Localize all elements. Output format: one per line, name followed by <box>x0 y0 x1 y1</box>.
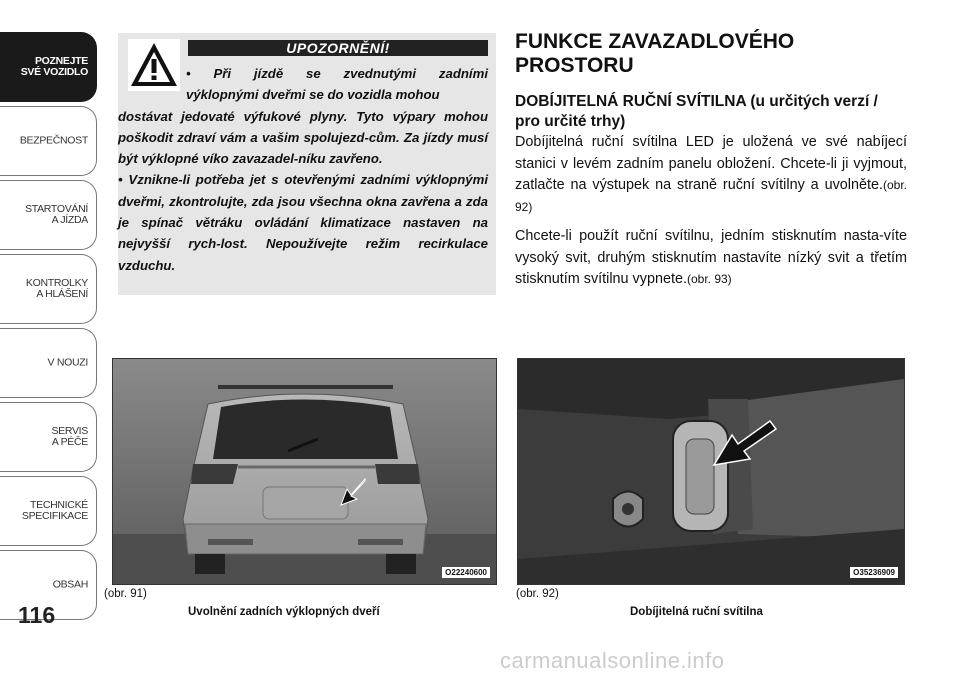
tab-label: TECHNICKÉ SPECIFIKACE <box>21 499 88 522</box>
tab-label: V NOUZI <box>47 356 88 369</box>
flashlight-illustration <box>518 359 904 584</box>
page-number: 116 <box>18 602 56 628</box>
tab-bezpecnost[interactable] <box>0 106 97 176</box>
tab-poznejte-sve-vozidlo[interactable] <box>0 32 97 102</box>
figure-2-ref: (obr. 92) <box>516 588 559 600</box>
figure-code: O35236909 <box>850 567 898 578</box>
warning-bullet1-rest: dostávat jedovaté výfukové plyny. Tyto výpary mohou poškodit zdraví vám a vašim spolujezd-cům. Za jízdy musí být výklopné víko zavazadel-níku zavřeno. <box>118 108 488 167</box>
tab-label: KONTROLKY A HLÁŠENÍ <box>25 277 88 300</box>
figure-liftgate-release <box>112 358 497 585</box>
figure-1-ref: (obr. 91) <box>104 588 147 600</box>
warning-bullet2: • Vznikne-li potřeba jet s otevřenými zadními výklopnými dveřmi, zkontrolujte, zda jsou všechna okna zavřena a zda je spínač větráku ovládání klimatizace nastaven na nejvyšší rych-lost. Nepoužívejte režim recirkulace vzduchu. <box>118 172 488 273</box>
warning-bullet1-line1: • Při jízdě se zvednutými zadními <box>186 66 488 81</box>
tab-label: BEZPEČNOST <box>19 134 88 147</box>
tab-startovani[interactable] <box>0 180 97 250</box>
figure-2-caption: Dobíjitelná ruční svítilna <box>630 606 763 618</box>
section-content <box>515 30 907 291</box>
figure-ref-93[interactable]: (obr. 93) <box>686 272 732 286</box>
warning-text <box>118 63 488 276</box>
warning-heading: UPOZORNĚNÍ! <box>188 40 488 56</box>
warning-bullet1-line2: výklopnými dveřmi se do vozidla mohou <box>186 87 440 103</box>
tab-kontrolky[interactable] <box>0 254 97 324</box>
tab-v-nouzi[interactable] <box>0 328 97 398</box>
chapter-tabs <box>0 0 98 678</box>
figure-1-caption: Uvolnění zadních výklopných dveří <box>188 606 380 618</box>
paragraph-1 <box>515 132 907 218</box>
figure-code: O22240600 <box>442 567 490 578</box>
figure-ref-92[interactable]: (obr. 92) <box>515 178 907 214</box>
paragraph-2-text: Chcete-li použít ruční svítilnu, jedním stisknutím nasta-víte vysoký svit, druhým stisknutím nastavíte nízký svit a třetím stisknutím svítilnu vypnete. <box>515 228 907 287</box>
tab-servis[interactable] <box>0 402 97 472</box>
tab-label: SERVIS A PÉČE <box>51 425 88 448</box>
tab-label: STARTOVÁNÍ A JÍZDA <box>25 203 88 226</box>
paragraph-1-text: Dobíjitelná ruční svítilna LED je uložená ve své nabíjecí stanici v levém zadním panelu obložení. Chcete-li ji vyjmout, zatlačte na výstupek na straně ruční svítilny a uvolněte. <box>515 134 907 193</box>
paragraph-2 <box>515 226 907 291</box>
tab-label: POZNEJTE SVÉ VOZIDLO <box>20 55 88 78</box>
section-title: FUNKCE ZAVAZADLOVÉHO PROSTORU <box>515 30 795 77</box>
car-rear-illustration <box>113 359 496 584</box>
tab-technicke-specifikace[interactable] <box>0 476 97 546</box>
watermark: carmanualsonline.info <box>500 648 725 673</box>
figure-rechargeable-flashlight <box>517 358 905 585</box>
section-subtitle: DOBÍJITELNÁ RUČNÍ SVÍTILNA (u určitých verzí / pro určité trhy) <box>515 93 878 130</box>
warning-box <box>118 33 496 295</box>
tab-label: OBSAH <box>52 578 88 591</box>
